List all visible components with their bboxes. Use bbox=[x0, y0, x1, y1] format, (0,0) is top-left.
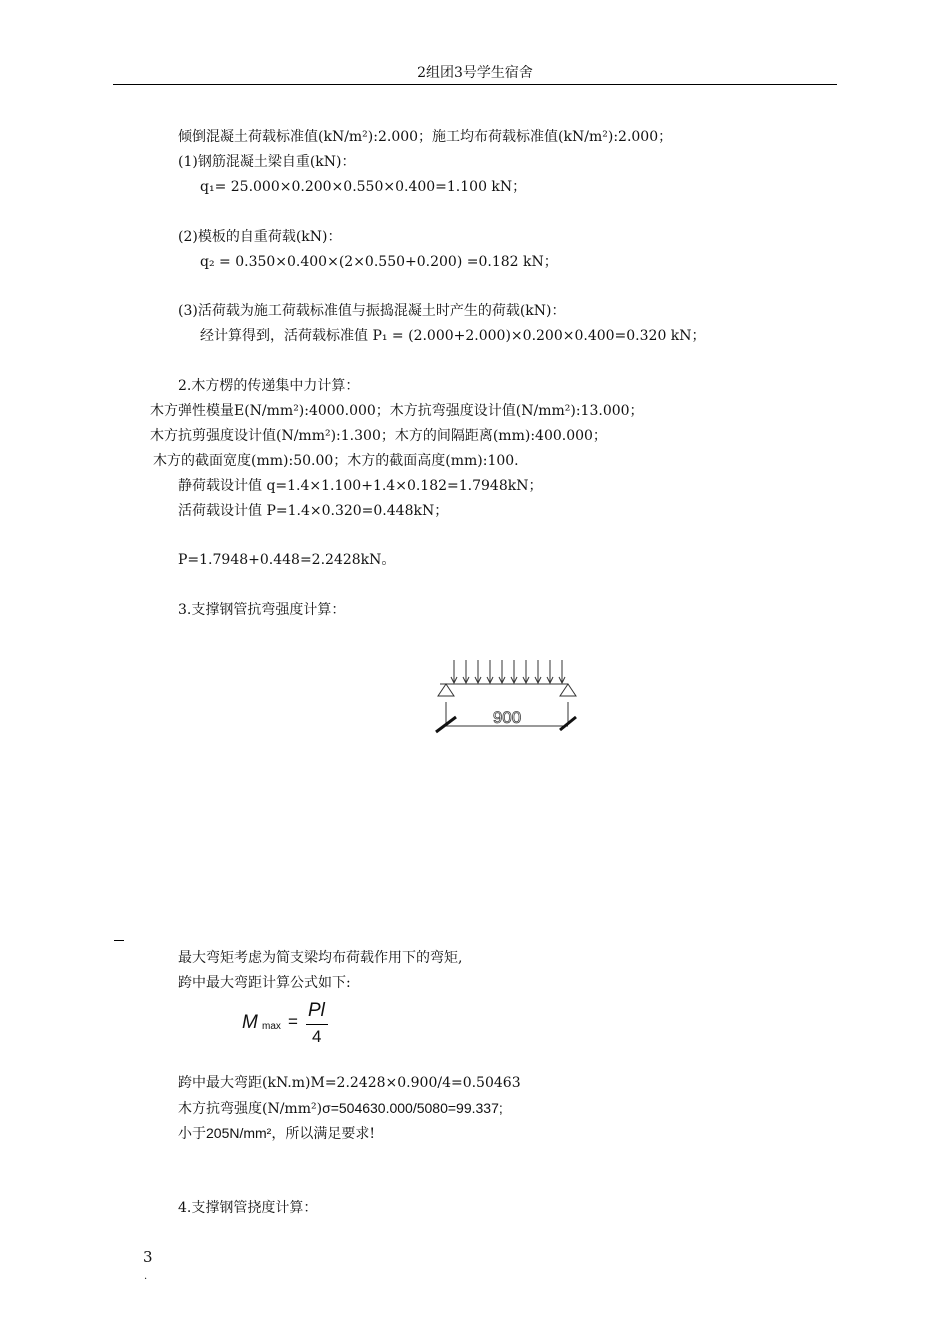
text-line-p1-calc: 经计算得到，活荷载标准值 P₁ = (2.000+2.000)×0.200×0.400=0.320 kN； bbox=[200, 328, 706, 344]
text-line-wood-modulus: 木方弹性模量E(N/mm²):4000.000；木方抗弯强度设计值(N/mm²):13.000； bbox=[150, 403, 644, 419]
text-line-live-load-heading: (3)活荷载为施工荷载标准值与振捣混凝土时产生的荷载(kN)： bbox=[178, 303, 566, 319]
text-line-max-moment-desc: 最大弯矩考虑为简支梁均布荷载作用下的弯矩, bbox=[178, 950, 463, 966]
conclusion-prefix: 小于 bbox=[178, 1126, 206, 1142]
text-line-formula-intro: 跨中最大弯距计算公式如下: bbox=[178, 975, 351, 991]
margin-marker bbox=[114, 940, 124, 941]
conclusion-suffix: ，所以满足要求! bbox=[271, 1126, 375, 1142]
text-line-live-design: 活荷载设计值 P=1.4×0.320=0.448kN； bbox=[178, 503, 449, 519]
text-line-max-moment-value: 跨中最大弯距(kN.m)M=2.2428×0.900/4=0.50463 bbox=[178, 1075, 521, 1091]
span-label: 900 bbox=[492, 708, 522, 727]
page-number: 3 bbox=[143, 1248, 153, 1266]
formula-numerator: Pl bbox=[308, 1000, 325, 1021]
left-support bbox=[438, 684, 454, 696]
section-heading-3: 3.支撑钢管抗弯强度计算： bbox=[178, 602, 346, 618]
section-heading-4: 4.支撑钢管挠度计算： bbox=[178, 1200, 318, 1216]
formula-equals: = bbox=[288, 1012, 298, 1031]
text-line-q2-calc: q₂ = 0.350×0.400×(2×0.550+0.200) =0.182 kN； bbox=[200, 254, 558, 270]
page-header-title: 2组团3号学生宿舍 bbox=[417, 65, 533, 81]
text-line-load-standard: 倾倒混凝土荷载标准值(kN/m²):2.000；施工均布荷载标准值(kN/m²):2.000； bbox=[178, 129, 673, 145]
text-line-static-design: 静荷载设计值 q=1.4×1.100+1.4×0.182=1.7948kN； bbox=[178, 478, 543, 494]
text-line-formwork-heading: (2)模板的自重荷载(kN)： bbox=[178, 229, 342, 245]
text-line-bending-strength bbox=[178, 1099, 503, 1118]
bending-strength-label: 木方抗弯强度(N/mm²) bbox=[178, 1101, 323, 1117]
beam-load-diagram bbox=[420, 655, 590, 735]
text-line-conclusion bbox=[178, 1124, 375, 1143]
text-line-beam-selfweight-heading: (1)钢筋混凝土梁自重(kN)： bbox=[178, 154, 356, 170]
formula-lhs: M bbox=[242, 1012, 258, 1033]
header-rule bbox=[113, 84, 837, 85]
text-line-p-total: P=1.7948+0.448=2.2428kN。 bbox=[178, 552, 396, 568]
section-heading-2: 2.木方楞的传递集中力计算： bbox=[178, 378, 360, 394]
moment-formula bbox=[242, 1000, 342, 1048]
load-arrows bbox=[451, 660, 565, 683]
formula-lhs-subscript: max bbox=[262, 1021, 281, 1032]
conclusion-limit: 205N/mm² bbox=[206, 1125, 272, 1141]
right-support bbox=[560, 684, 576, 696]
text-line-q1-calc: q₁= 25.000×0.200×0.550×0.400=1.100 kN； bbox=[200, 179, 527, 195]
bending-strength-value: σ=504630.000/5080=99.337; bbox=[322, 1100, 503, 1116]
text-line-wood-section: 木方的截面宽度(mm):50.00；木方的截面高度(mm):100. bbox=[153, 453, 519, 469]
formula-fraction-bar bbox=[306, 1024, 328, 1025]
footer-dot: . bbox=[144, 1271, 148, 1282]
text-line-wood-shear: 木方抗剪强度设计值(N/mm²):1.300；木方的间隔距离(mm):400.000； bbox=[150, 428, 607, 444]
formula-denominator: 4 bbox=[312, 1027, 322, 1046]
